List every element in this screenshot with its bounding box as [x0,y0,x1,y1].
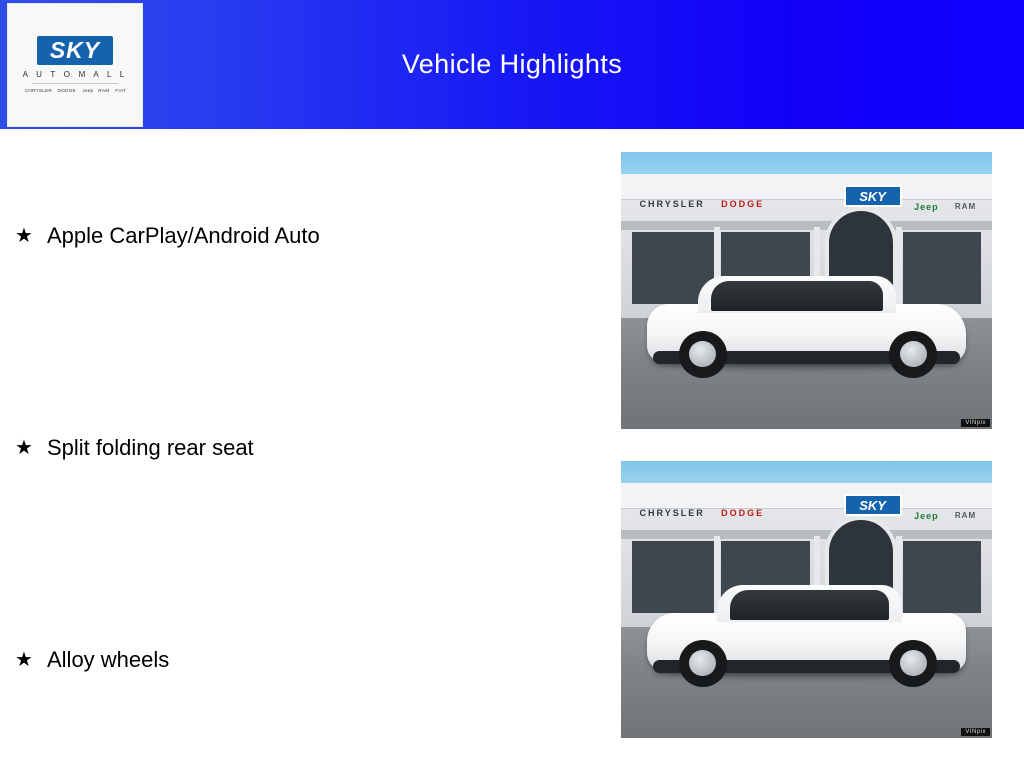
building-facade-band [621,221,992,229]
photo-watermark: VINpix [961,728,990,736]
sign-jeep: Jeep [914,201,939,212]
sign-ram: RAM [954,510,977,520]
vehicle-side-view [647,271,966,382]
highlight-label: Split folding rear seat [47,435,254,460]
sign-jeep: Jeep [914,510,939,521]
building-facade-band [621,530,992,538]
sign-chrysler: CHRYSLER [639,508,705,519]
vehicle-photo-three-quarter [621,461,992,738]
logo-brand-jeep: Jeep [82,88,94,94]
list-item [14,435,254,461]
highlight-label: Apple CarPlay/Android Auto [47,223,320,248]
dealer-sign: SKY [844,494,902,516]
sign-chrysler: CHRYSLER [639,199,705,210]
vehicle-photo-side [621,152,992,429]
photo-watermark: VINpix [961,419,990,427]
list-item [14,223,320,249]
list-item [14,647,169,673]
highlights-list [0,129,600,768]
logo-brand-fiat: FIAT [115,88,127,94]
logo-brand-dodge: DODGE [57,88,77,94]
star-icon: ★ [15,437,33,460]
logo-brand-row [24,88,127,94]
building-facade-top [621,174,992,200]
logo-divider [32,83,118,84]
slide-header [0,0,1024,129]
vehicle-windows [730,590,890,620]
alloy-wheel [679,331,727,378]
page-title: Vehicle Highlights [401,49,623,79]
dealer-logo [8,4,142,126]
alloy-wheel [679,640,727,687]
dealer-sign: SKY [844,185,902,207]
building-facade-top [621,483,992,509]
alloy-wheel [889,640,937,687]
highlight-label: Alloy wheels [47,647,170,672]
logo-brand-chrysler: CHRYSLER [24,88,52,94]
star-icon: ★ [15,225,33,248]
sign-dodge: DODGE [721,508,765,519]
star-icon: ★ [15,649,33,672]
logo-wordmark: SKY [37,36,113,65]
logo-brand-ram: RAM [98,88,110,94]
sign-ram: RAM [954,201,977,211]
alloy-wheel [889,331,937,378]
vehicle-three-quarter-view [647,580,966,691]
vehicle-windows [711,281,883,311]
sign-dodge: DODGE [721,199,765,210]
logo-subtitle: A U T O M A L L [22,70,128,80]
